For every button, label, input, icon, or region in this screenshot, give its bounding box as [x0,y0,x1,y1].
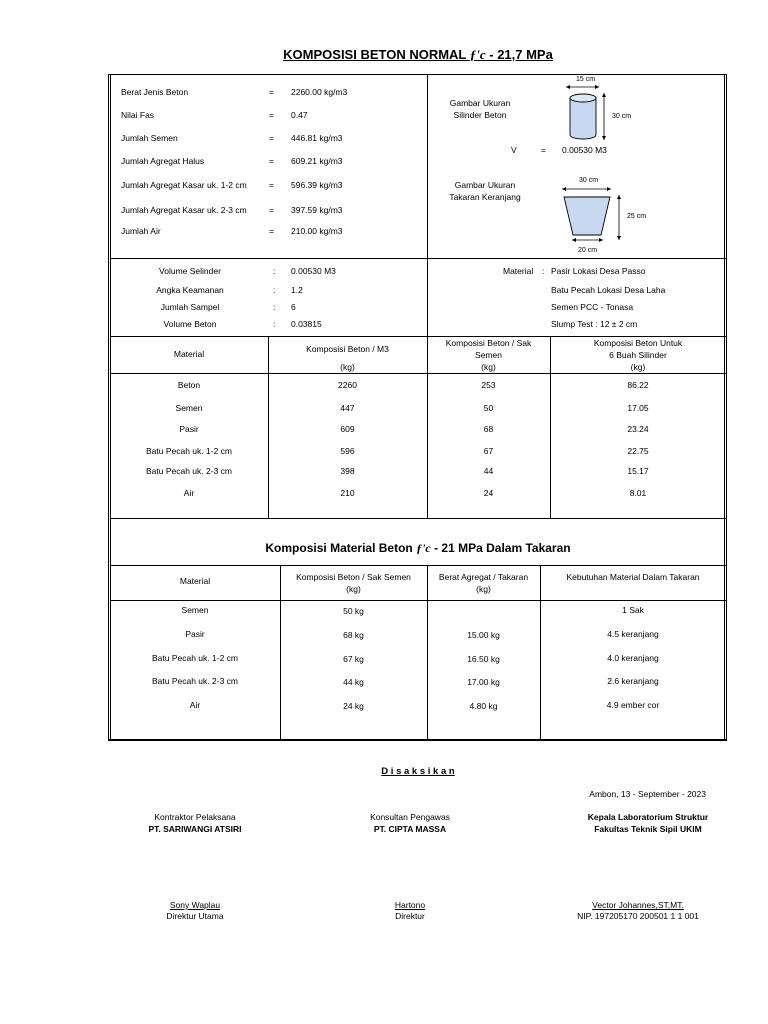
param-sep: : [273,285,276,295]
cell-silinder: 17.05 [627,403,649,413]
property-value: 210.00 kg/m3 [291,226,343,236]
basket-label-line1: Gambar Ukuran [454,180,516,190]
column-header-per-sak-2: Semen [475,350,502,360]
property-value: 609.21 kg/m3 [291,156,343,166]
page-title [0,47,768,63]
signatory-title: NIP. 197205170 200501 1 1 001 [577,911,699,921]
cell-material: Batu Pecah uk. 2-3 cm [152,676,238,686]
property-eq: = [269,133,274,143]
cell-takaran: 16.50 kg [467,654,500,664]
signatory-role: Kepala Laboratorium Struktur [587,812,709,822]
cell-sak: 44 [483,466,494,476]
property-label: Jumlah Air [121,226,161,236]
property-eq: = [269,226,274,236]
volume-label: V [511,145,517,155]
property-eq: = [269,110,274,120]
cell-sak: 67 kg [343,654,364,664]
property-label: Jumlah Agregat Kasar uk. 2-3 cm [121,205,247,215]
cell-sak: 24 [483,488,494,498]
property-value: 0.47 [291,110,308,120]
signatory-org: PT. CIPTA MASSA [373,824,447,834]
cell-m3: 2260 [338,380,357,390]
title-suffix: - 21,7 MPa [485,47,553,62]
signatory-name: Sony Waplau [169,900,221,910]
column-header-silinder: Komposisi Beton Untuk [593,338,683,348]
column-header-per-m3: Komposisi Beton / M3 [306,344,389,354]
cell-material: Beton [177,380,201,390]
signatory-org: PT. SARIWANGI ATSIRI [148,824,242,834]
signatory-role: Kontraktor Pelaksana [154,812,236,822]
cell-sak: 67 [483,446,494,456]
signing-date: Ambon, 13 - September - 2023 [589,789,706,799]
column-header-unit: (kg) [346,584,361,594]
param-value: 1.2 [291,285,303,295]
cell-material: Semen [181,605,209,615]
cell-material: Pasir [179,424,199,434]
property-eq: = [269,87,274,97]
column-header-unit: (kg) [476,584,491,594]
material-info-line: Pasir Lokasi Desa Passo [551,266,646,276]
material-info-line: Slump Test : 12 ± 2 cm [551,319,638,329]
property-label: Nilai Fas [121,110,155,120]
cell-m3: 210 [340,488,355,498]
signatory-title: Direktur Utama [166,911,224,921]
signatory-title: Direktur [395,911,425,921]
basket-label-line2: Takaran Keranjang [449,192,521,202]
column-header-material: Material [173,349,205,359]
cylinder-label-line1: Gambar Ukuran [449,98,511,108]
volume-value: 0.00530 M3 [562,145,607,155]
section-title-fc-symbol: ƒ'c [416,541,431,555]
cylinder-label-line2: Silinder Beton [453,110,507,120]
basket-icon [560,184,626,246]
column-header-per-sak: Komposisi Beton / Sak Semen [296,572,411,582]
property-value: 2260.00 kg/m3 [291,87,348,97]
column-header-unit: (kg) [481,362,496,372]
basket-dim-side: 25 cm [627,213,647,220]
property-label: Berat Jenis Beton [121,87,189,97]
section-title-takaran [110,541,726,556]
cell-material: Batu Pecah uk. 1-2 cm [146,446,232,456]
basket-dim-top: 30 cm [579,177,599,184]
cell-silinder: 23.24 [627,424,649,434]
cell-material: Batu Pecah uk. 1-2 cm [152,653,238,663]
cell-m3: 609 [340,424,355,434]
cell-kebutuhan: 4.5 keranjang [607,629,659,639]
cell-material: Semen [175,403,203,413]
section-title-prefix: Komposisi Material Beton [265,541,417,555]
signatory-org: Fakultas Teknik Sipil UKIM [594,824,702,834]
param-label: Volume Selinder [159,266,221,276]
cell-m3: 596 [340,446,355,456]
signatory-name: Hartono [394,900,426,910]
cell-kebutuhan: 4.0 keranjang [607,653,659,663]
column-header-unit: (kg) [630,362,646,372]
cell-material: Air [183,488,195,498]
cell-sak: 68 [483,424,494,434]
cell-silinder: 15.17 [627,466,649,476]
column-header-kebutuhan: Kebutuhan Material Dalam Takaran [566,572,700,582]
cell-silinder: 8.01 [629,488,647,498]
cell-m3: 398 [340,466,355,476]
material-info-label: Material [503,266,534,276]
cell-takaran: 15.00 kg [467,630,500,640]
material-info-sep: : [542,266,545,276]
cell-kebutuhan: 2.6 keranjang [607,676,659,686]
param-value: 0.03815 [291,319,322,329]
material-info-line: Semen PCC - Tonasa [551,302,634,312]
section-title-suffix: - 21 MPa Dalam Takaran [430,541,571,555]
cell-silinder: 22.75 [627,446,649,456]
property-label: Jumlah Agregat Halus [121,156,205,166]
cell-material: Batu Pecah uk. 2-3 cm [146,466,232,476]
param-sep: : [273,266,276,276]
cylinder-dim-side: 30 cm [612,113,632,120]
param-label: Jumlah Sampel [160,302,220,312]
cell-material: Air [189,700,201,710]
cell-sak: 24 kg [343,701,364,711]
material-info-line: Batu Pecah Lokasi Desa Laha [551,285,666,295]
signatory-role: Konsultan Pengawas [370,812,450,822]
cell-takaran: 17.00 kg [467,677,500,687]
property-label: Jumlah Agregat Kasar uk. 1-2 cm [121,180,247,190]
property-eq: = [269,205,274,215]
volume-eq: = [541,145,546,155]
property-value: 397.59 kg/m3 [291,205,343,215]
param-value: 6 [291,302,296,312]
param-label: Angka Keamanan [156,285,224,295]
property-value: 596.39 kg/m3 [291,180,343,190]
param-sep: : [273,319,276,329]
witness-heading: D i s a k s i k a n [381,766,455,777]
signatory-name: Vector Johannes,ST,MT. [592,900,684,910]
column-header-per-sak: Komposisi Beton / Sak [445,338,532,348]
column-header-unit: (kg) [340,362,355,372]
cylinder-icon [560,82,610,146]
title-fc-symbol: ƒ'c [469,47,486,62]
cell-sak: 50 kg [343,606,364,616]
cell-kebutuhan: 1 Sak [622,605,644,615]
cell-sak: 44 kg [343,677,364,687]
property-label: Jumlah Semen [121,133,178,143]
cell-silinder: 86.22 [627,380,649,390]
cell-m3: 447 [340,403,355,413]
column-header-silinder-2: 6 Buah Silinder [609,350,667,360]
cell-sak: 68 kg [343,630,364,640]
cell-sak: 50 [483,403,494,413]
column-header-material: Material [179,576,211,586]
cell-kebutuhan: 4.9 ember cor [606,700,660,710]
property-eq: = [269,180,274,190]
cell-material: Pasir [185,629,205,639]
title-prefix: KOMPOSISI BETON NORMAL [283,47,470,62]
basket-dim-bottom: 20 cm [578,247,598,254]
param-value: 0.00530 M3 [291,266,336,276]
cylinder-dim-top: 15 cm [576,76,596,83]
column-header-takaran: Berat Agregat / Takaran [438,572,529,582]
property-value: 446.81 kg/m3 [291,133,343,143]
cell-sak: 253 [481,380,496,390]
param-sep: : [273,302,276,312]
cell-takaran: 4.80 kg [469,701,498,711]
param-label: Volume Beton [163,319,217,329]
property-eq: = [269,156,274,166]
